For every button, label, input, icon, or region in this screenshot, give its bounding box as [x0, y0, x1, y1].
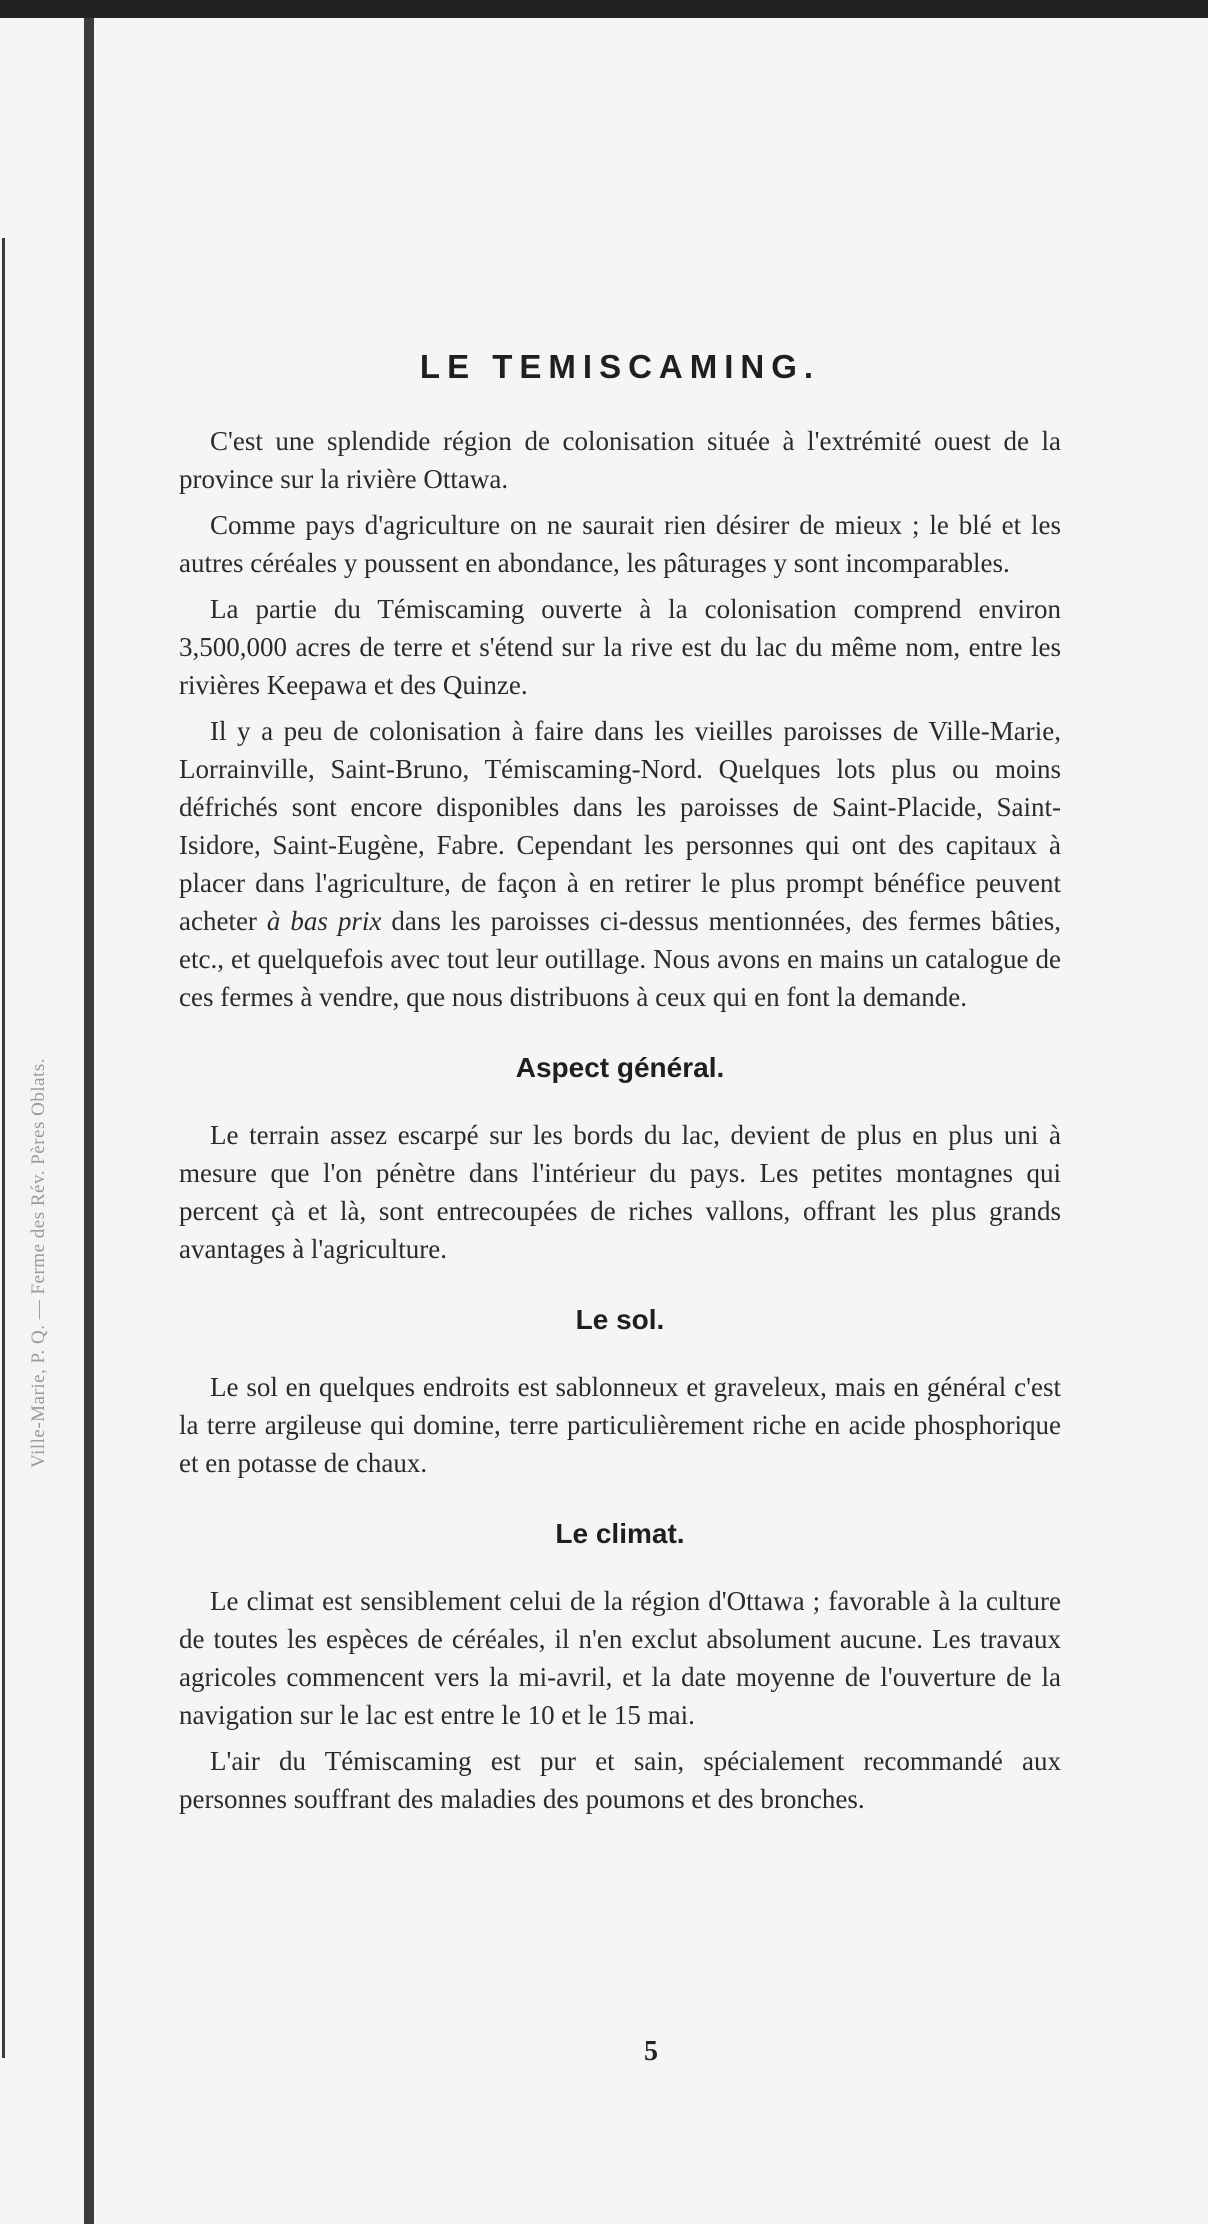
page-title: LE TEMISCAMING.: [419, 348, 821, 385]
intro-paragraph-3: La partie du Témiscaming ouverte à la colonisation comprend environ 3,500,000 acres de terre et s'étend sur la rive est du lac du même nom, entre les rivières Keepawa et des Quinze.: [179, 594, 1061, 700]
scan-top-edge: [0, 0, 1208, 18]
page-content: [179, 348, 1061, 1826]
intro-paragraph-1: C'est une splendide région de colonisation située à l'extrémité ouest de la province sur la rivière Ottawa.: [179, 426, 1061, 494]
page-number: 5: [644, 2036, 658, 2067]
facing-page-strip: [0, 18, 84, 2224]
climat-paragraph-1: Le climat est sensiblement celui de la région d'Ottawa ; favorable à la culture de toutes les espèces de céréales, il n'en exclut absolument aucune. Les travaux agricoles commencent vers la mi-avril, et la date moyenne de l'ouverture de la navigation sur le lac est entre le 10 et le 15 mai.: [179, 1586, 1061, 1730]
book-gutter: [84, 18, 94, 2224]
aspect-paragraph: Le terrain assez escarpé sur les bords du lac, devient de plus en plus uni à mesure que l'on pénètre dans l'intérieur du pays. Les petites montagnes qui percent çà et là, sont entrecoupées de riches vallons, offrant les plus grands avantages à l'agriculture.: [179, 1120, 1061, 1264]
facing-page-caption: Ville-Marie, P. Q. — Ferme des Rév. Pères Oblats.: [28, 1058, 49, 1468]
intro-paragraph-4-end: dans les paroisses ci-dessus mentionnées, des fermes bâties, etc., et quelquefois avec tout leur outillage. Nous avons en mains un catalogue de ces fermes à vendre, que nous distribuons à ceux qui en font la demande.: [179, 906, 1061, 1012]
climat-paragraph-2: L'air du Témiscaming est pur et sain, spécialement recommandé aux personnes souffrant des maladies des poumons et des bronches.: [179, 1746, 1061, 1814]
intro-paragraph-4: [179, 712, 1061, 1016]
facing-page-rule: [2, 238, 5, 2058]
intro-paragraph-4-italic: à bas prix: [266, 906, 382, 936]
section-heading-aspect: Aspect général.: [515, 1052, 725, 1083]
intro-paragraph-4-start: Il y a peu de colonisation à faire dans les vieilles paroisses de Ville-Marie, Lorrainville, Saint-Bruno, Témiscaming-Nord. Quelques lots plus ou moins défrichés sont encore disponibles dans les paroisses de Saint-Placide, Saint-Isidore, Saint-Eugène, Fabre. Cependant les personnes qui ont des capitaux à placer dans l'agriculture, de façon à en retirer le plus prompt bénéfice peuvent acheter: [179, 716, 1061, 936]
book-page: [94, 18, 1208, 2224]
section-heading-sol: Le sol.: [575, 1304, 665, 1335]
intro-paragraph-2: Comme pays d'agriculture on ne saurait rien désirer de mieux ; le blé et les autres céréales y poussent en abondance, les pâturages y sont incomparables.: [179, 510, 1061, 578]
section-heading-climat: Le climat.: [555, 1518, 685, 1549]
sol-paragraph: Le sol en quelques endroits est sablonneux et graveleux, mais en général c'est la terre argileuse qui domine, terre particulièrement riche en acide phosphorique et en potasse de chaux.: [179, 1372, 1061, 1478]
